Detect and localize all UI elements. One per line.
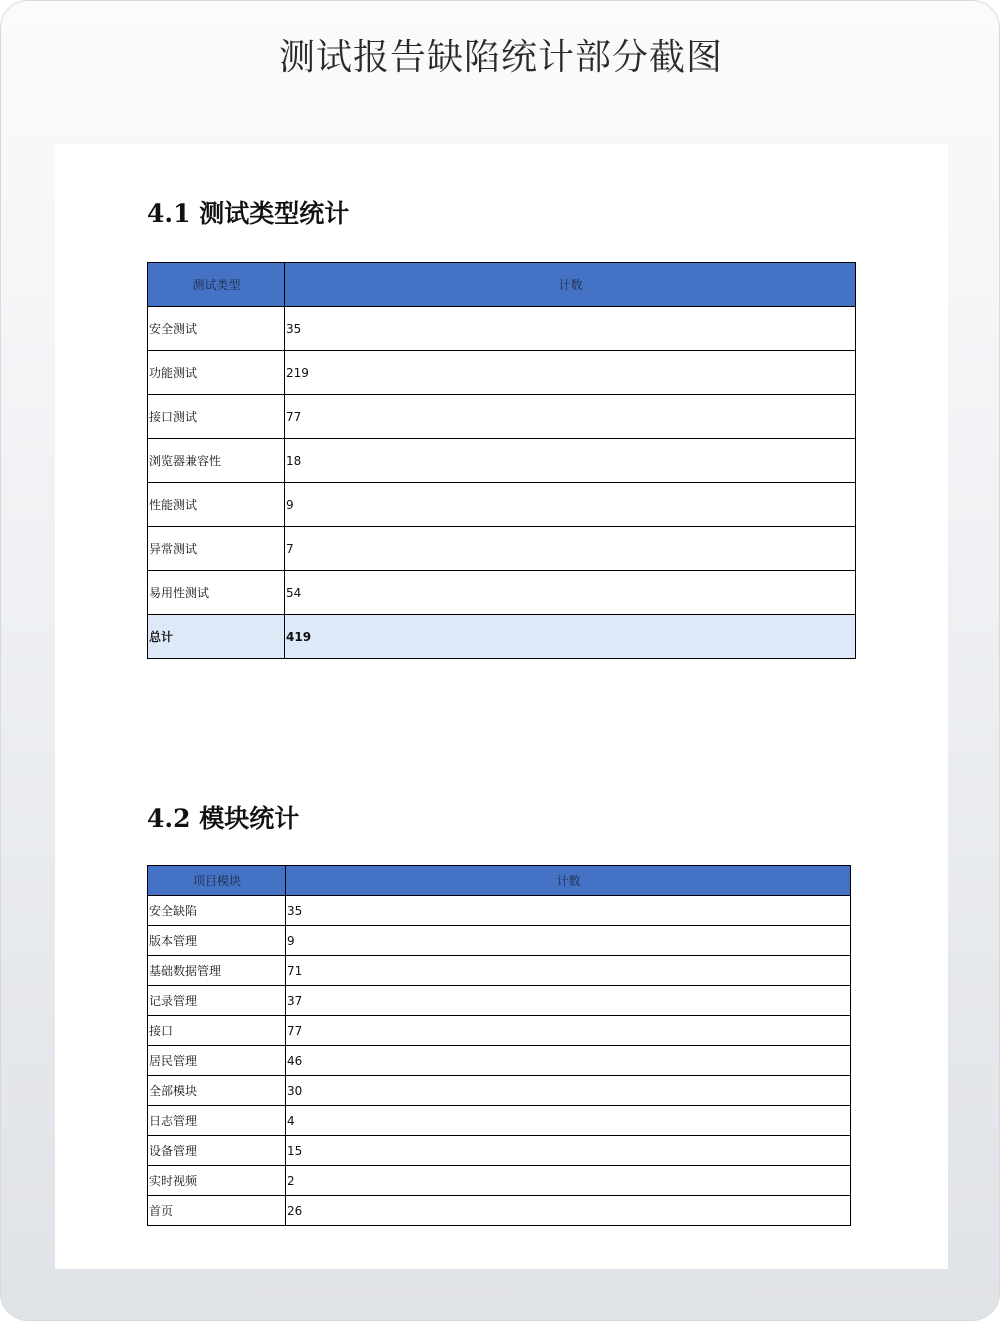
report-page bbox=[55, 144, 948, 1269]
table-row bbox=[148, 1166, 851, 1196]
table-row bbox=[148, 1016, 851, 1046]
table-row bbox=[148, 395, 856, 439]
table-row bbox=[148, 351, 856, 395]
table-row bbox=[148, 307, 856, 351]
module-cell: 设备管理 bbox=[148, 1136, 286, 1166]
module-cell: 基础数据管理 bbox=[148, 956, 286, 986]
table-row bbox=[148, 956, 851, 986]
test-type-cell: 安全测试 bbox=[148, 307, 285, 351]
count-cell: 7 bbox=[285, 527, 856, 571]
table-row bbox=[148, 483, 856, 527]
count-cell: 219 bbox=[285, 351, 856, 395]
column-header-count: 计数 bbox=[285, 263, 856, 307]
table-row bbox=[148, 1046, 851, 1076]
test-type-cell: 功能测试 bbox=[148, 351, 285, 395]
module-cell: 实时视频 bbox=[148, 1166, 286, 1196]
table-row bbox=[148, 1076, 851, 1106]
table-row bbox=[148, 571, 856, 615]
count-cell: 18 bbox=[285, 439, 856, 483]
count-cell: 77 bbox=[286, 1016, 851, 1046]
test-type-cell: 异常测试 bbox=[148, 527, 285, 571]
count-cell: 54 bbox=[285, 571, 856, 615]
module-cell: 居民管理 bbox=[148, 1046, 286, 1076]
test-type-cell: 性能测试 bbox=[148, 483, 285, 527]
count-cell: 35 bbox=[285, 307, 856, 351]
section-heading-modules: 4.2 模块统计 bbox=[147, 804, 300, 833]
total-row bbox=[148, 615, 856, 659]
count-cell: 46 bbox=[286, 1046, 851, 1076]
test-type-table bbox=[147, 262, 856, 659]
count-cell: 9 bbox=[285, 483, 856, 527]
count-cell: 35 bbox=[286, 896, 851, 926]
test-type-cell: 接口测试 bbox=[148, 395, 285, 439]
total-label: 总计 bbox=[148, 615, 285, 659]
total-count: 419 bbox=[285, 615, 856, 659]
module-cell: 日志管理 bbox=[148, 1106, 286, 1136]
table-header-row bbox=[148, 866, 851, 896]
table-row bbox=[148, 896, 851, 926]
test-type-cell: 浏览器兼容性 bbox=[148, 439, 285, 483]
table-row bbox=[148, 926, 851, 956]
count-cell: 37 bbox=[286, 986, 851, 1016]
table-row bbox=[148, 986, 851, 1016]
count-cell: 30 bbox=[286, 1076, 851, 1106]
column-header-count: 计数 bbox=[286, 866, 851, 896]
count-cell: 77 bbox=[285, 395, 856, 439]
count-cell: 71 bbox=[286, 956, 851, 986]
section-heading-test-types: 4.1 测试类型统计 bbox=[147, 199, 350, 228]
count-cell: 15 bbox=[286, 1136, 851, 1166]
count-cell: 2 bbox=[286, 1166, 851, 1196]
module-cell: 版本管理 bbox=[148, 926, 286, 956]
table-row bbox=[148, 527, 856, 571]
count-cell: 26 bbox=[286, 1196, 851, 1226]
table-row bbox=[148, 1196, 851, 1226]
test-type-cell: 易用性测试 bbox=[148, 571, 285, 615]
table-row bbox=[148, 1106, 851, 1136]
module-table bbox=[147, 865, 851, 1226]
count-cell: 4 bbox=[286, 1106, 851, 1136]
column-header-module: 项目模块 bbox=[148, 866, 286, 896]
column-header-test-type: 测试类型 bbox=[148, 263, 285, 307]
table-header-row bbox=[148, 263, 856, 307]
page-title: 测试报告缺陷统计部分截图 bbox=[278, 37, 723, 78]
count-cell: 9 bbox=[286, 926, 851, 956]
module-cell: 安全缺陷 bbox=[148, 896, 286, 926]
table-row bbox=[148, 439, 856, 483]
module-cell: 接口 bbox=[148, 1016, 286, 1046]
table-row bbox=[148, 1136, 851, 1166]
module-cell: 记录管理 bbox=[148, 986, 286, 1016]
module-cell: 首页 bbox=[148, 1196, 286, 1226]
module-cell: 全部模块 bbox=[148, 1076, 286, 1106]
